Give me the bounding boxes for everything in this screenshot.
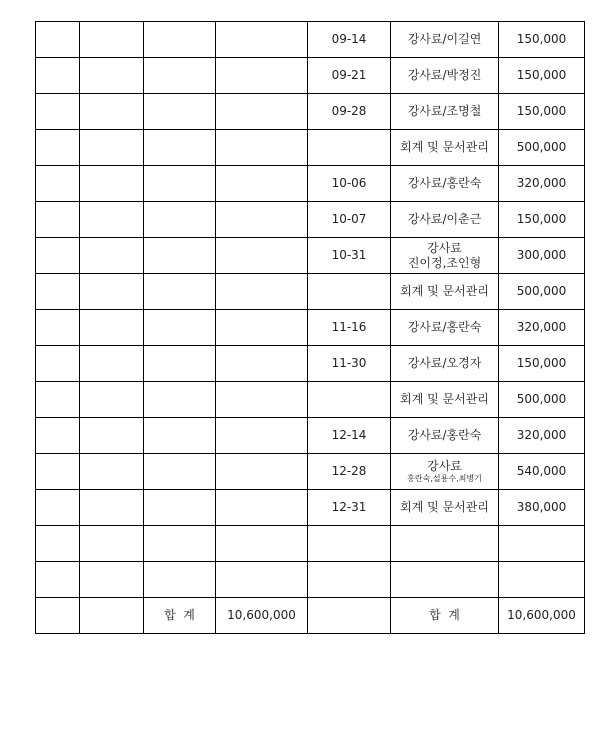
expense-description-main: 강사료/오경자 <box>407 356 482 370</box>
expense-amount: 320,000 <box>499 418 585 454</box>
income-cell <box>36 274 80 310</box>
income-cell <box>216 490 308 526</box>
expense-description-main: 강사료/홍란숙 <box>407 428 482 442</box>
income-cell <box>216 94 308 130</box>
expense-description-main: 회계 및 문서관리 <box>400 392 489 406</box>
expense-description <box>391 346 499 382</box>
ledger-row <box>36 202 585 238</box>
income-cell <box>36 130 80 166</box>
expense-description-main: 회계 및 문서관리 <box>400 500 489 514</box>
expense-date: 11-30 <box>308 346 391 382</box>
income-cell <box>216 238 308 274</box>
income-cell <box>216 274 308 310</box>
expense-date: 10-07 <box>308 202 391 238</box>
income-col-1-cell <box>36 598 80 634</box>
ledger-row <box>36 562 585 598</box>
expense-description-main: 강사료/이춘근 <box>407 212 482 226</box>
income-cell <box>36 202 80 238</box>
expense-amount: 150,000 <box>499 94 585 130</box>
income-cell <box>80 310 144 346</box>
expense-date: 10-06 <box>308 166 391 202</box>
income-cell <box>144 238 216 274</box>
income-cell <box>216 382 308 418</box>
expense-amount: 300,000 <box>499 238 585 274</box>
income-cell <box>80 22 144 58</box>
income-cell <box>216 454 308 490</box>
expense-description <box>391 526 499 562</box>
expense-description <box>391 562 499 598</box>
income-cell <box>144 526 216 562</box>
income-cell <box>36 94 80 130</box>
expense-description-payees: 홍란숙,설용수,최병기 <box>407 474 482 483</box>
expense-description-main: 강사료/홍란숙 <box>407 176 482 190</box>
expense-date <box>308 382 391 418</box>
income-cell <box>80 562 144 598</box>
expense-description <box>391 418 499 454</box>
ledger-table <box>35 21 585 634</box>
expense-date-cell <box>308 598 391 634</box>
expense-date: 12-14 <box>308 418 391 454</box>
expense-description-payees: 진이정,조인형 <box>407 255 482 270</box>
income-cell <box>36 526 80 562</box>
income-cell <box>144 166 216 202</box>
income-cell <box>144 22 216 58</box>
income-cell <box>216 310 308 346</box>
expense-description <box>391 202 499 238</box>
income-cell <box>216 526 308 562</box>
income-cell <box>36 562 80 598</box>
totals-row <box>36 598 585 634</box>
expense-amount: 150,000 <box>499 346 585 382</box>
income-cell <box>216 346 308 382</box>
ledger-row <box>36 454 585 490</box>
income-cell <box>36 454 80 490</box>
expense-description <box>391 382 499 418</box>
income-cell <box>216 58 308 94</box>
expense-description <box>391 130 499 166</box>
expense-date: 09-28 <box>308 94 391 130</box>
ledger-row <box>36 166 585 202</box>
income-cell <box>144 346 216 382</box>
income-cell <box>36 58 80 94</box>
income-cell <box>36 382 80 418</box>
expense-description <box>391 454 499 490</box>
expense-amount: 500,000 <box>499 382 585 418</box>
income-cell <box>216 166 308 202</box>
income-cell <box>36 238 80 274</box>
income-cell <box>80 130 144 166</box>
income-cell <box>144 454 216 490</box>
expense-description <box>391 238 499 274</box>
ledger-row <box>36 490 585 526</box>
income-cell <box>80 346 144 382</box>
expense-amount: 150,000 <box>499 22 585 58</box>
expense-amount: 380,000 <box>499 490 585 526</box>
income-cell <box>216 202 308 238</box>
income-total-label: 합 계 <box>144 598 216 634</box>
income-cell <box>80 274 144 310</box>
income-cell <box>36 346 80 382</box>
income-cell <box>80 382 144 418</box>
income-cell <box>36 22 80 58</box>
expense-date: 09-21 <box>308 58 391 94</box>
expense-amount: 150,000 <box>499 202 585 238</box>
expense-description <box>391 310 499 346</box>
expense-description <box>391 94 499 130</box>
expense-date: 11-16 <box>308 310 391 346</box>
income-cell <box>80 166 144 202</box>
expense-description-main: 회계 및 문서관리 <box>400 284 489 298</box>
income-cell <box>144 490 216 526</box>
income-cell <box>216 22 308 58</box>
income-cell <box>144 202 216 238</box>
expense-amount: 540,000 <box>499 454 585 490</box>
expense-date: 09-14 <box>308 22 391 58</box>
income-cell <box>80 238 144 274</box>
expense-date: 12-31 <box>308 490 391 526</box>
ledger-row <box>36 346 585 382</box>
expense-amount <box>499 562 585 598</box>
income-cell <box>80 454 144 490</box>
expense-amount: 500,000 <box>499 274 585 310</box>
income-cell <box>216 130 308 166</box>
income-cell <box>144 274 216 310</box>
income-cell <box>144 418 216 454</box>
income-cell <box>80 418 144 454</box>
ledger-row <box>36 94 585 130</box>
income-cell <box>144 130 216 166</box>
expense-date <box>308 130 391 166</box>
income-cell <box>216 562 308 598</box>
expense-description <box>391 58 499 94</box>
expense-date <box>308 274 391 310</box>
expense-description-main: 강사료/이길연 <box>407 32 482 46</box>
income-cell <box>80 94 144 130</box>
income-cell <box>36 310 80 346</box>
ledger-body <box>36 22 585 598</box>
income-col-2-cell <box>80 598 144 634</box>
income-cell <box>144 58 216 94</box>
expense-description-main: 강사료 <box>427 459 462 473</box>
expense-description <box>391 22 499 58</box>
expense-date: 12-28 <box>308 454 391 490</box>
income-cell <box>80 490 144 526</box>
expense-amount <box>499 526 585 562</box>
ledger-row <box>36 58 585 94</box>
expense-total-amount: 10,600,000 <box>499 598 585 634</box>
ledger-row <box>36 130 585 166</box>
expense-description <box>391 274 499 310</box>
income-cell <box>80 58 144 94</box>
income-cell <box>80 526 144 562</box>
expense-description-main: 강사료/홍란숙 <box>407 320 482 334</box>
income-cell <box>144 94 216 130</box>
income-total-amount: 10,600,000 <box>216 598 308 634</box>
income-cell <box>216 418 308 454</box>
expense-amount: 500,000 <box>499 130 585 166</box>
income-cell <box>80 202 144 238</box>
expense-description-main: 강사료 <box>427 240 462 255</box>
expense-date <box>308 562 391 598</box>
expense-description-main: 강사료/조명철 <box>407 104 482 118</box>
expense-amount: 150,000 <box>499 58 585 94</box>
expense-amount: 320,000 <box>499 166 585 202</box>
income-cell <box>36 490 80 526</box>
expense-description <box>391 166 499 202</box>
income-cell <box>144 382 216 418</box>
ledger-row <box>36 526 585 562</box>
expense-total-label: 합 계 <box>391 598 499 634</box>
income-cell <box>36 166 80 202</box>
ledger-row <box>36 382 585 418</box>
expense-amount: 320,000 <box>499 310 585 346</box>
income-cell <box>144 310 216 346</box>
ledger-row <box>36 22 585 58</box>
income-cell <box>36 418 80 454</box>
expense-date: 10-31 <box>308 238 391 274</box>
expense-description-main: 강사료/박정진 <box>407 68 482 82</box>
income-cell <box>144 562 216 598</box>
ledger-row <box>36 274 585 310</box>
ledger-row <box>36 310 585 346</box>
expense-description <box>391 490 499 526</box>
expense-description-main: 회계 및 문서관리 <box>400 140 489 154</box>
ledger-row <box>36 238 585 274</box>
ledger-row <box>36 418 585 454</box>
expense-date <box>308 526 391 562</box>
